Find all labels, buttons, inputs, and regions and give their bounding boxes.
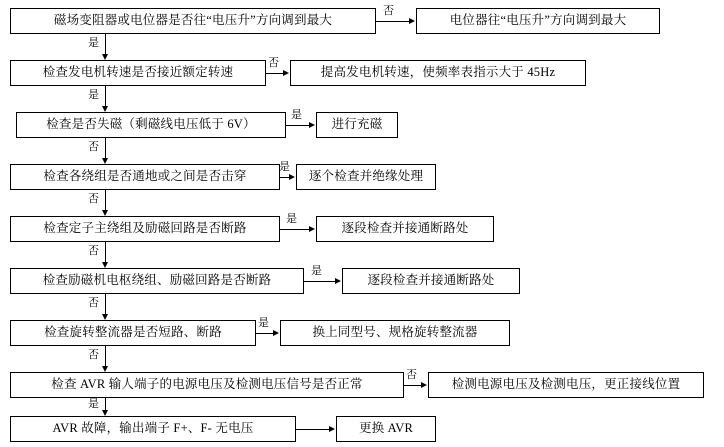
flow-node-n5: 检查定子主绕组及励磁回路是否断路 (10, 216, 280, 242)
connector-n5-n6 (105, 242, 106, 264)
flow-node-r5: 逐段检查并接通断路处 (316, 216, 494, 242)
edge-label-n5-yes: 是 (286, 213, 297, 225)
connector-n5-r5 (280, 229, 310, 230)
connector-n8-r8 (404, 385, 422, 386)
edge-label-n4-yes: 是 (279, 161, 290, 173)
edge-label-n7-no: 否 (88, 349, 99, 361)
flow-node-r8: 检测电源电压及检测电压，更正接线位置 (428, 372, 704, 398)
edge-label-n2-yes: 是 (88, 89, 99, 101)
edge-label-n1-no: 否 (383, 5, 394, 17)
arrowhead-n2-r2 (283, 70, 289, 76)
connector-n1-r1 (376, 21, 410, 22)
connector-n2-r2 (266, 73, 284, 74)
flow-node-r3: 进行充磁 (316, 112, 398, 138)
flow-node-n8: 检查 AVR 输人端子的电源电压及检测电压信号是否正常 (10, 372, 404, 398)
connector-n6-r6 (304, 281, 336, 282)
flow-node-n4: 检查各绕组是否通地或之间是否击穿 (10, 164, 280, 190)
arrowhead-n9-r9 (329, 426, 335, 432)
arrowhead-n7-r7 (273, 330, 279, 336)
connector-n4-n5 (105, 190, 106, 212)
flow-node-r2: 提高发电机转速，使频率表指示大于 45Hz (290, 60, 586, 86)
connector-n1-n2 (105, 34, 106, 56)
edge-label-n8-yes: 是 (88, 398, 99, 410)
flow-node-n3: 检查是否失磁（剩磁线电压低于 6V） (16, 112, 286, 138)
edge-label-n6-yes: 是 (311, 265, 322, 277)
edge-label-n7-yes: 是 (258, 317, 269, 329)
flow-node-n6: 检查励磁机电枢绕组、励磁回路是否断路 (10, 268, 304, 294)
connector-n7-r7 (256, 333, 274, 334)
edge-label-n1-yes: 是 (88, 37, 99, 49)
arrowhead-n1-r1 (409, 18, 415, 24)
flow-node-n2: 检查发电机转速是否接近额定转速 (10, 60, 266, 86)
edge-label-n3-no: 否 (88, 141, 99, 153)
flow-node-r9: 更换 AVR (336, 416, 436, 442)
arrowhead-n8-r8 (421, 382, 427, 388)
arrowhead-n4-r4 (289, 174, 295, 180)
arrowhead-n3-r3 (309, 122, 315, 128)
connector-n7-n8 (105, 346, 106, 368)
edge-label-n5-no: 否 (88, 245, 99, 257)
edge-label-n3-yes: 是 (291, 109, 302, 121)
flow-node-n9: AVR 故障，输出端子 F+、F- 无电压 (10, 416, 296, 442)
connector-n2-n3 (105, 86, 106, 108)
flow-node-r6: 逐段检查并接通断路处 (342, 268, 520, 294)
connector-n6-n7 (105, 294, 106, 316)
edge-label-n2-no: 否 (268, 57, 279, 69)
connector-n3-r3 (286, 125, 310, 126)
connector-n3-n4 (105, 138, 106, 160)
flow-node-n7: 检查旋转整流器是否短路、断路 (10, 320, 256, 346)
arrowhead-n5-r5 (309, 226, 315, 232)
edge-label-n4-no: 否 (88, 193, 99, 205)
arrowhead-n6-r6 (335, 278, 341, 284)
connector-n9-r9 (296, 429, 330, 430)
flow-node-r1: 电位器往“电压升”方向调到最大 (416, 8, 660, 34)
flow-node-n1: 磁场变阻器或电位器是否往“电压升”方向调到最大 (10, 8, 376, 34)
flow-node-r7: 换上同型号、规格旋转整流器 (280, 320, 510, 346)
edge-label-n6-no: 否 (88, 297, 99, 309)
edge-label-n8-no: 否 (406, 369, 417, 381)
flow-node-r4: 逐个检查并绝缘处理 (296, 164, 436, 190)
